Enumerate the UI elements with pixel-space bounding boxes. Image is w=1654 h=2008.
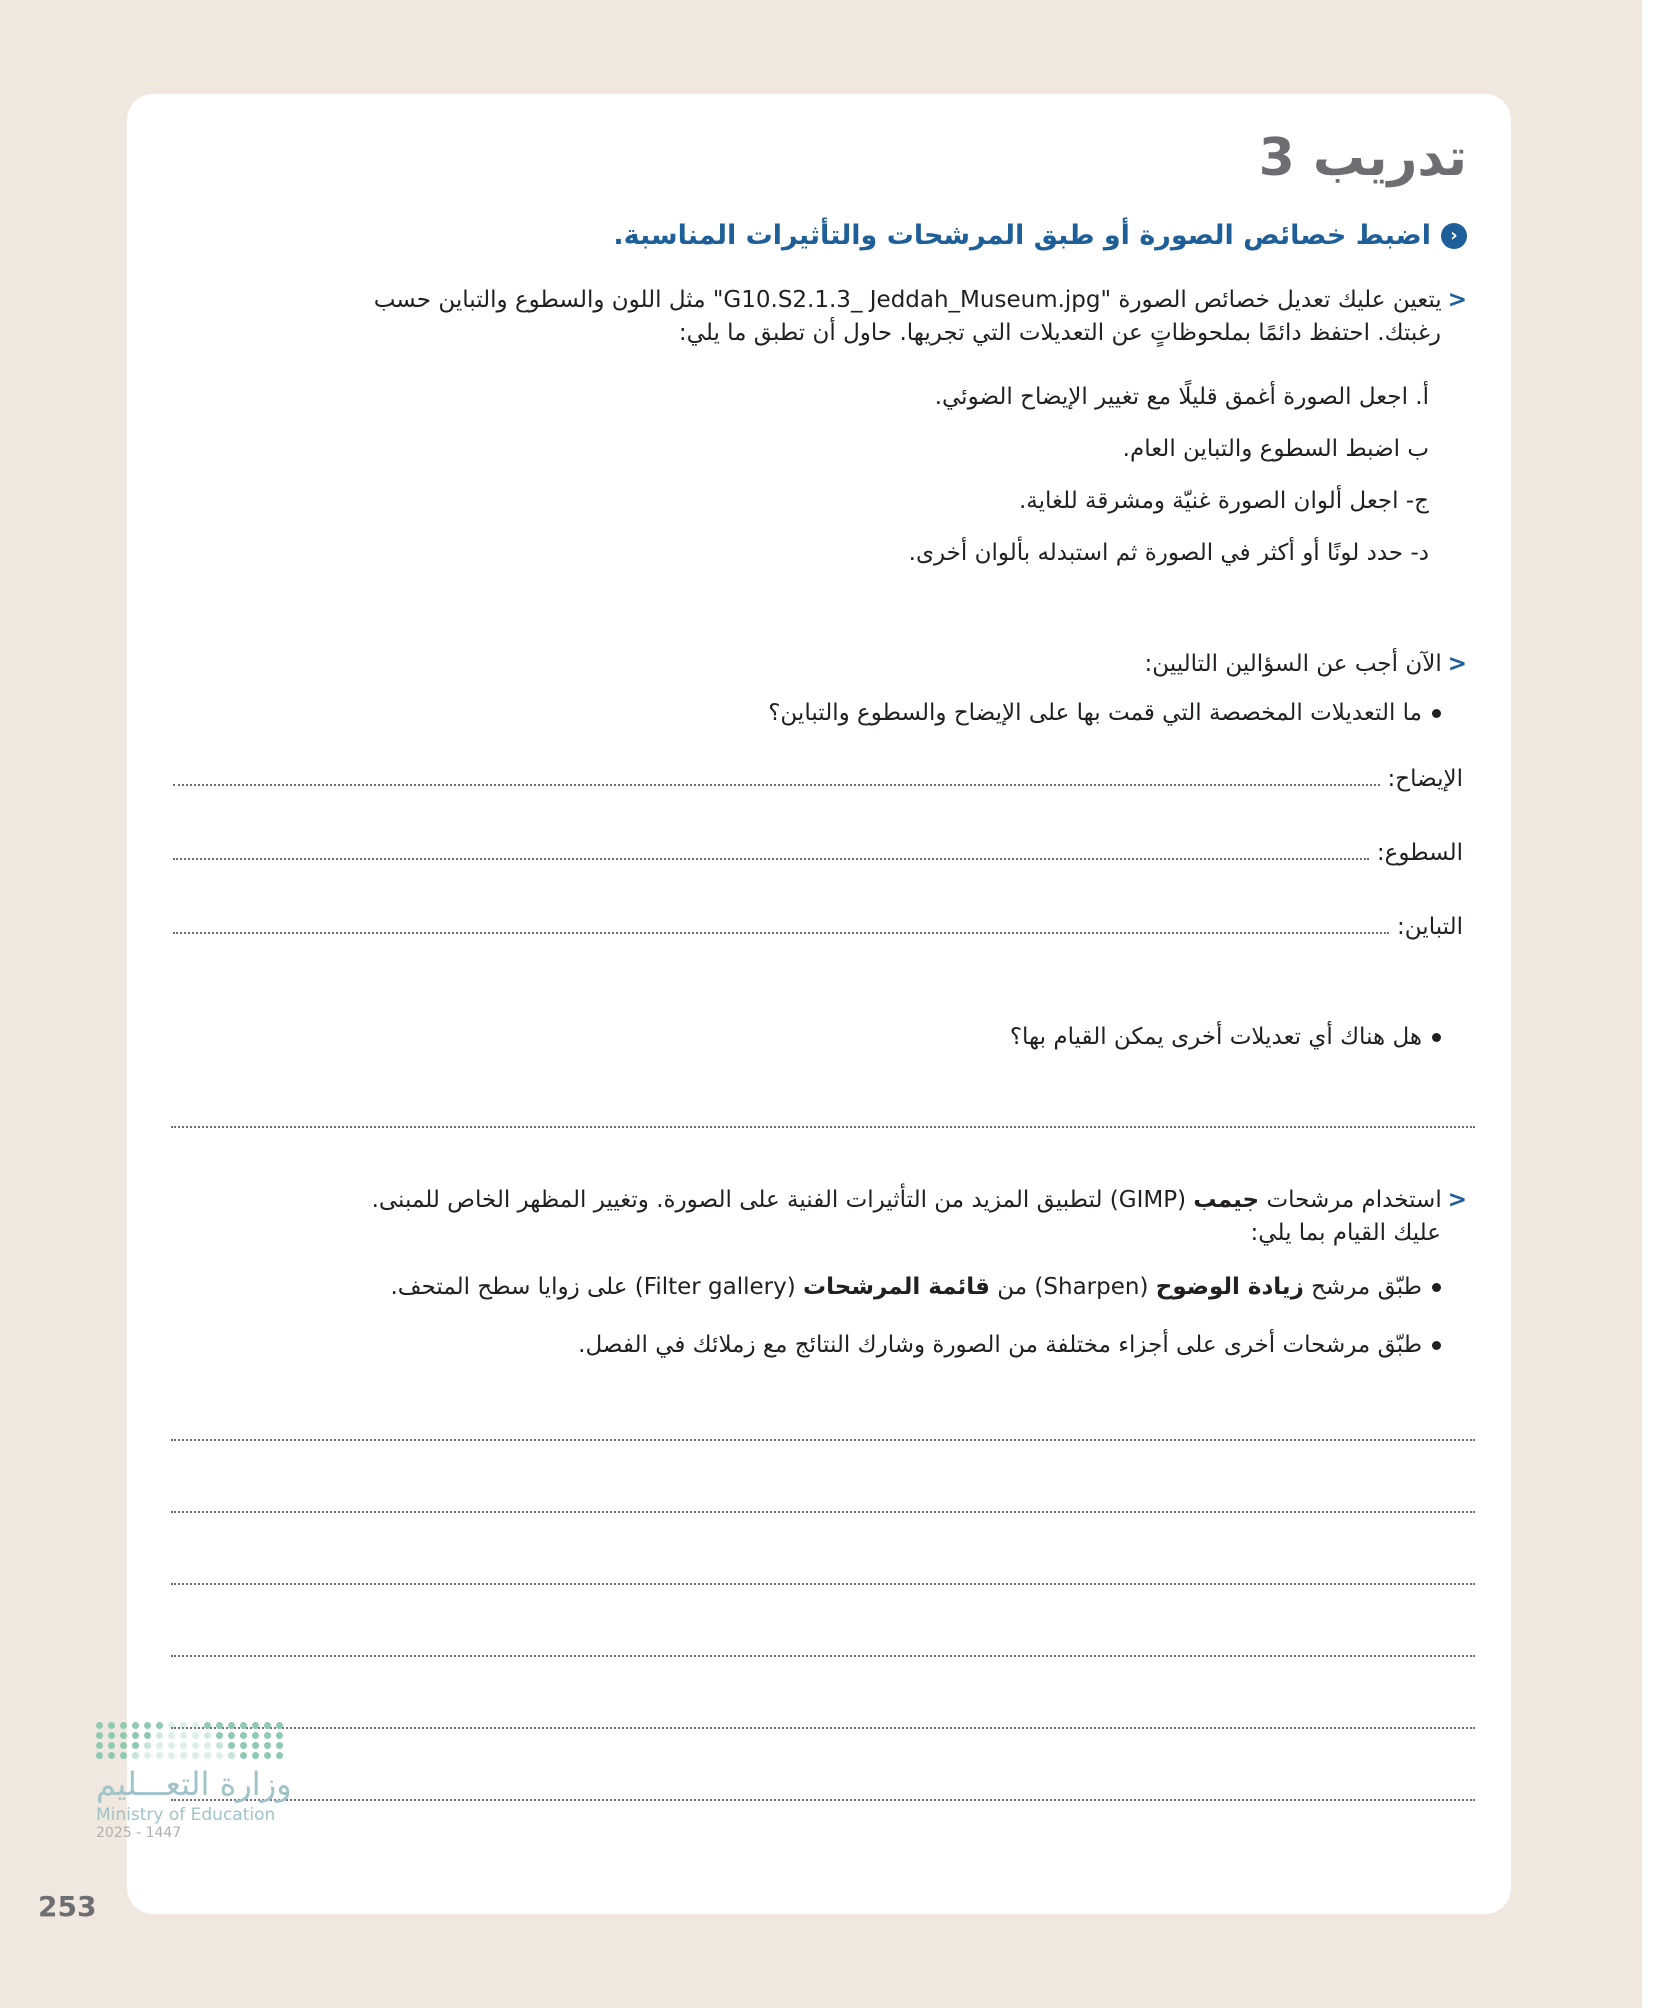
exercise-subtitle <box>613 220 1467 251</box>
answer-line[interactable] <box>171 1799 1475 1801</box>
bullet1-part-c: (Sharpen) من <box>997 1274 1149 1300</box>
brightness-field[interactable] <box>173 840 1463 866</box>
gimp-pre: استخدام مرشحات <box>1266 1187 1442 1213</box>
answer-line[interactable] <box>173 783 1380 786</box>
answer-line[interactable] <box>171 1126 1475 1128</box>
questions-intro <box>177 648 1467 681</box>
arrow-marker-icon: < <box>1447 1187 1467 1213</box>
bullet-dot-icon <box>1432 1341 1441 1350</box>
questions-intro-text: الآن أجب عن السؤالين التاليين: <box>1144 651 1442 677</box>
exposure-field[interactable] <box>173 766 1463 792</box>
exposure-label: الإيضاح: <box>1387 766 1463 792</box>
instruction-line1: يتعين عليك تعديل خصائص الصورة "G10.S2.1.3_ Jeddah_Museum.jpg" مثل اللون والسطوع والتباين حسب <box>373 287 1442 313</box>
logo-arabic-text: وزارة التعـــليم <box>96 1765 292 1803</box>
page-edge-strip <box>1642 0 1654 2008</box>
bullet-other-filters-text: طبّق مرشحات أخرى على أجزاء مختلفة من الصورة وشارك النتائج مع زملائك في الفصل. <box>578 1332 1422 1358</box>
contrast-label: التباين: <box>1397 914 1463 940</box>
answer-line[interactable] <box>173 931 1389 934</box>
exercise-card <box>127 94 1511 1914</box>
subtitle-text: اضبط خصائص الصورة أو طبق المرشحات والتأثيرات المناسبة. <box>613 220 1431 251</box>
task-c: ج- اجعل ألوان الصورة غنيّة ومشرقة للغاية. <box>1018 488 1429 514</box>
answer-line[interactable] <box>171 1439 1475 1441</box>
contrast-field[interactable] <box>173 914 1463 940</box>
bullet-dot-icon <box>1432 1283 1441 1292</box>
question-1-text: ما التعديلات المخصصة التي قمت بها على الإيضاح والسطوع والتباين؟ <box>768 700 1422 726</box>
logo-english-text: Ministry of Education <box>96 1805 276 1825</box>
exercise-title: تدريب 3 <box>1258 128 1467 188</box>
bullet-sharpen-text <box>390 1274 1422 1300</box>
gimp-line2: عليك القيام بما يلي: <box>1250 1220 1441 1246</box>
gimp-instruction <box>177 1184 1467 1250</box>
ministry-logo <box>96 1722 326 1841</box>
instruction-paragraph <box>177 284 1467 350</box>
question-1 <box>768 700 1441 726</box>
bullet-other-filters <box>578 1332 1441 1358</box>
question-2-text: هل هناك أي تعديلات أخرى يمكن القيام بها؟ <box>1009 1024 1422 1050</box>
bullet-dot-icon <box>1432 709 1441 718</box>
brightness-label: السطوع: <box>1376 840 1463 866</box>
page-number: 253 <box>38 1890 97 1923</box>
bullet1-part-e: (Filter gallery) على زوايا سطح المتحف. <box>390 1274 796 1300</box>
bullet-sharpen <box>390 1274 1441 1300</box>
gimp-post: (GIMP) لتطبيق المزيد من التأثيرات الفنية على الصورة. وتغيير المظهر الخاص للمبنى. <box>371 1187 1187 1213</box>
arrow-marker-icon: < <box>1447 651 1467 677</box>
answer-line[interactable] <box>171 1655 1475 1657</box>
task-d: د- حدد لونًا أو أكثر في الصورة ثم استبدله بألوان أخرى. <box>908 540 1429 566</box>
task-a: أ. اجعل الصورة أغمق قليلًا مع تغيير الإيضاح الضوئي. <box>934 384 1429 410</box>
question-2 <box>1010 1024 1441 1050</box>
bullet-dot-icon <box>1432 1033 1441 1042</box>
logo-dots-icon <box>96 1722 326 1759</box>
task-b: ب اضبط السطوع والتباين العام. <box>1122 436 1429 462</box>
answer-line[interactable] <box>173 857 1369 860</box>
answer-line[interactable] <box>171 1511 1475 1513</box>
arrow-marker-icon: < <box>1447 287 1467 313</box>
answer-line[interactable] <box>171 1727 1475 1729</box>
answer-line[interactable] <box>171 1583 1475 1585</box>
bullet1-part-d: قائمة المرشحات <box>803 1274 990 1300</box>
bullet1-part-a: طبّق مرشح <box>1311 1274 1422 1300</box>
gimp-bold: جيمب <box>1193 1187 1260 1213</box>
chevron-circle-icon: ‹ <box>1441 223 1467 249</box>
bullet1-part-b: زيادة الوضوح <box>1155 1274 1304 1300</box>
instruction-line2: رغبتك. احتفظ دائمًا بملحوظاتٍ عن التعديلات التي تجريها. حاول أن تطبق ما يلي: <box>678 320 1441 346</box>
logo-year-text: 2025 - 1447 <box>96 1825 182 1841</box>
